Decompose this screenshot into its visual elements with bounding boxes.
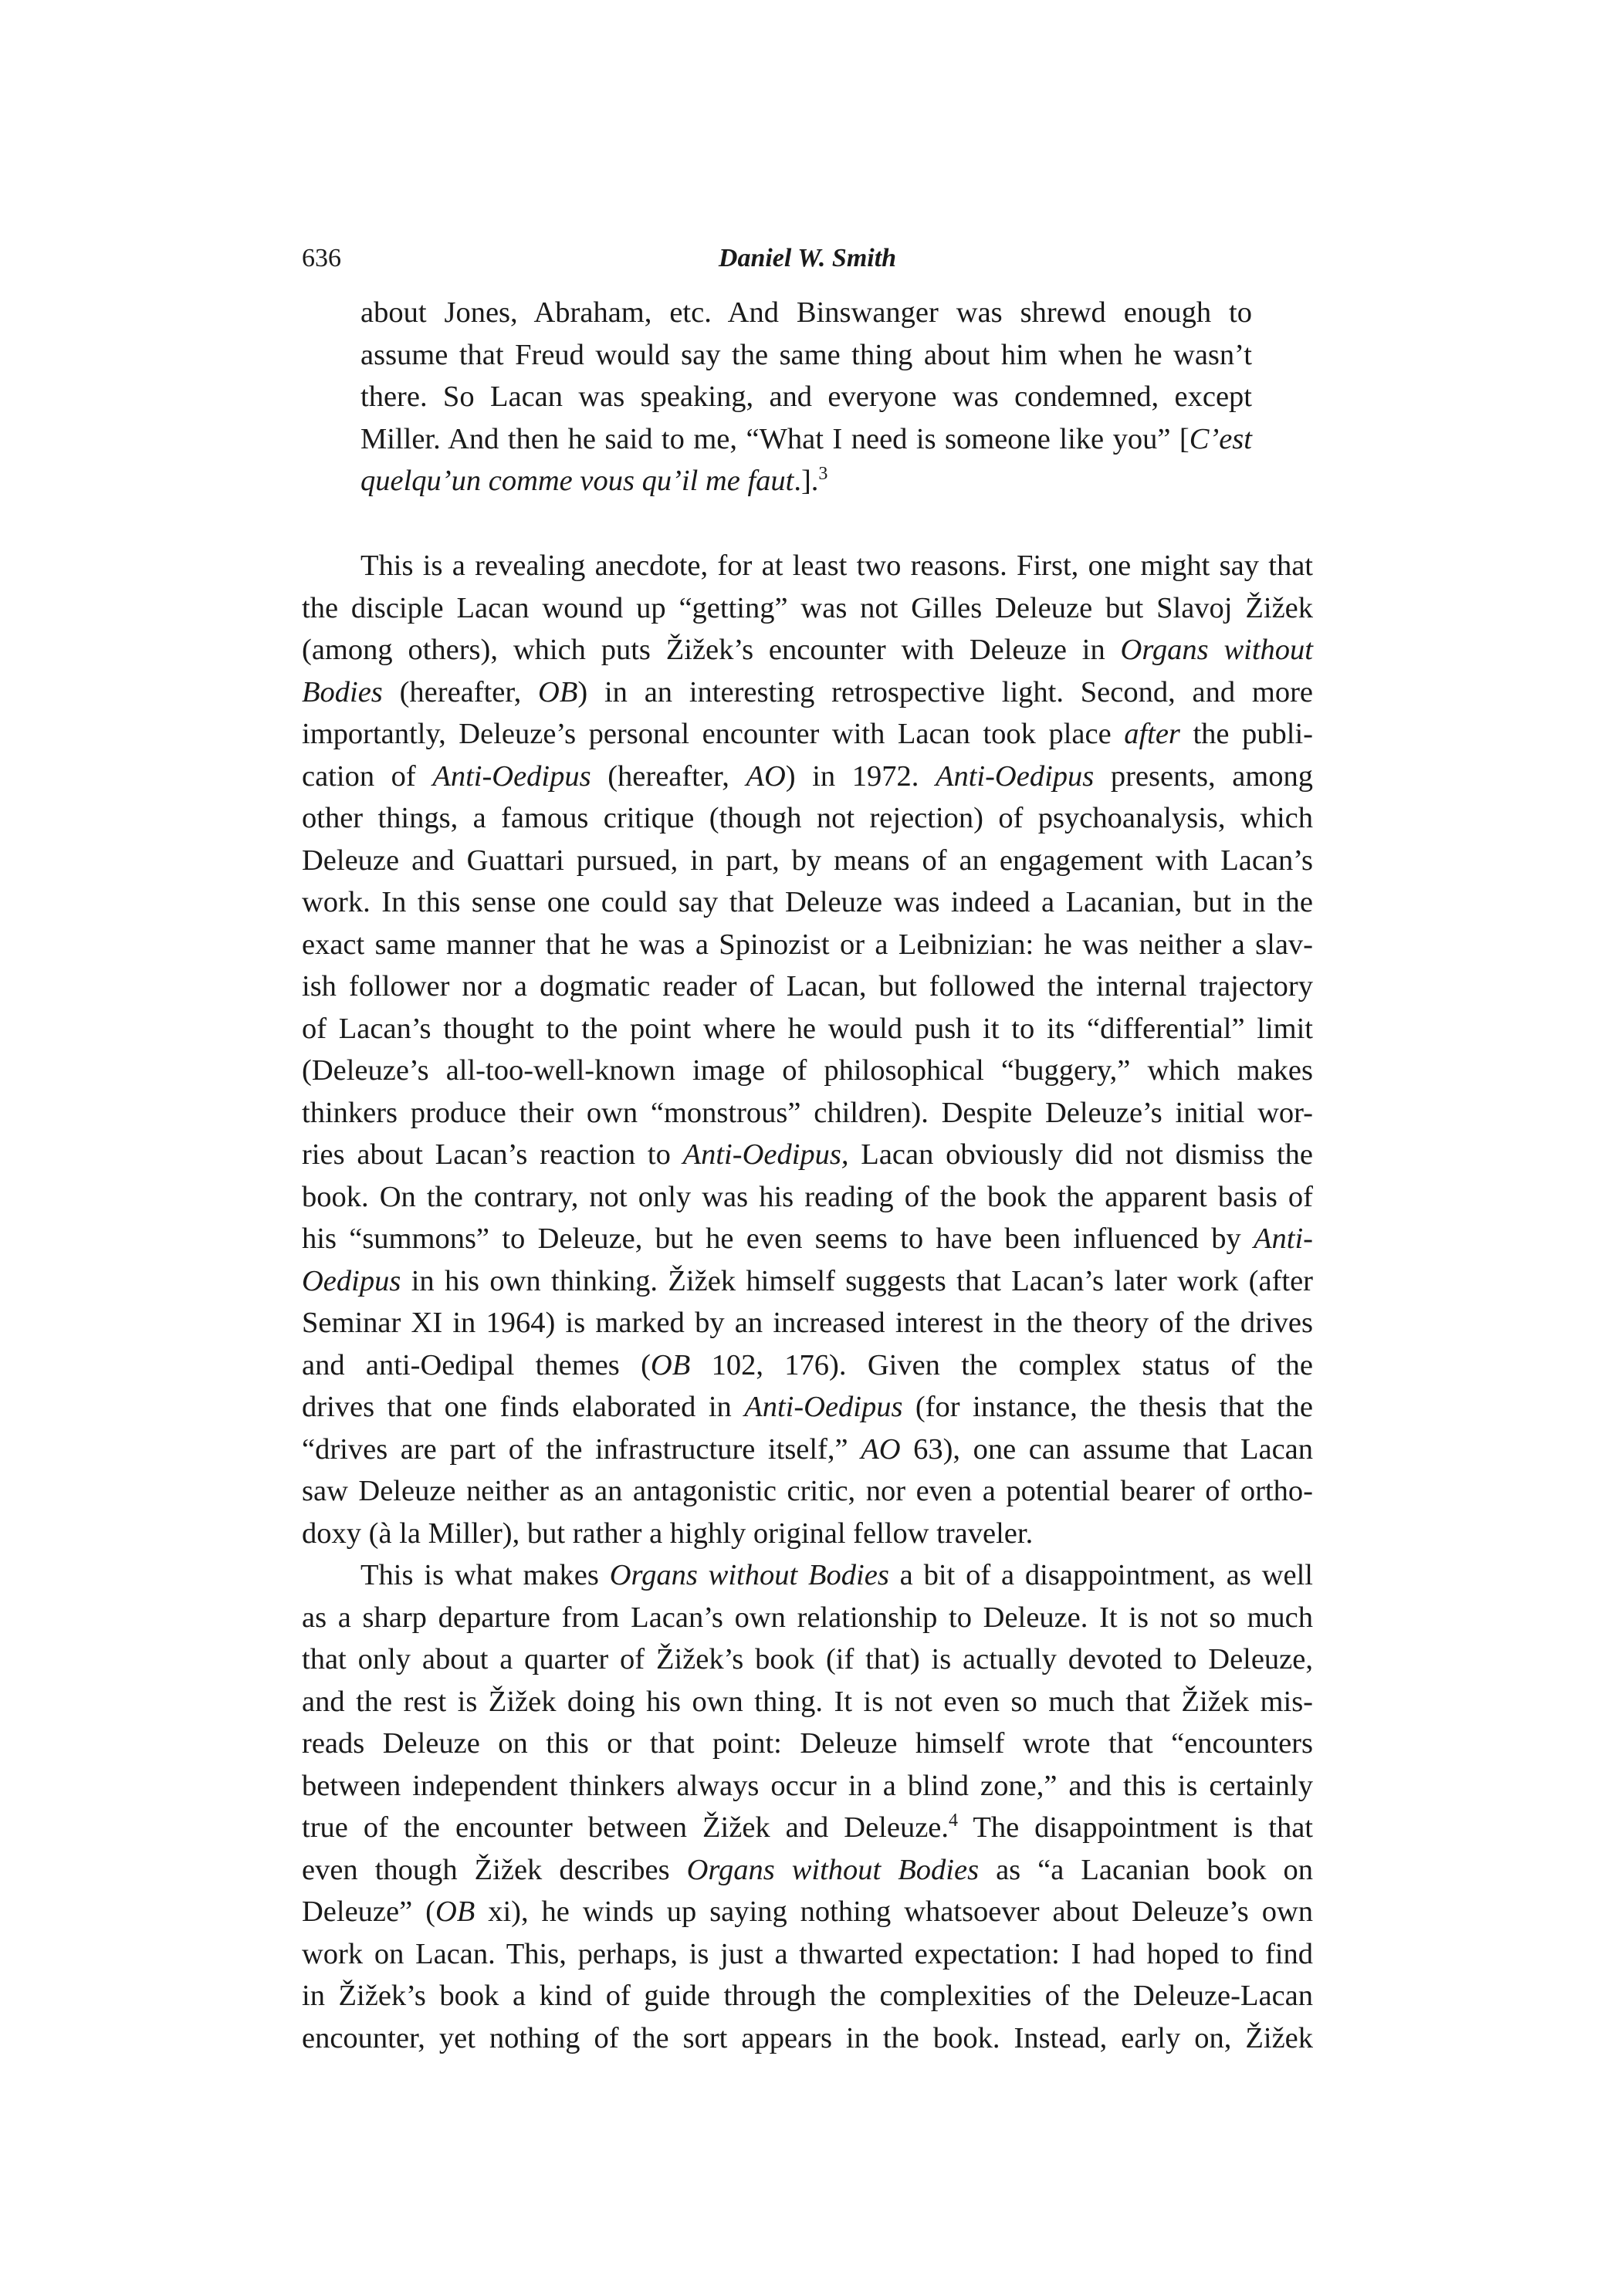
text-line: true of the encounter between Žižek and Deleuze.$^4$ The disappointment is that bbox=[302, 1811, 1314, 1844]
text-line: even though Žižek describes Organs without Bodies as “a Lacanian book on bbox=[302, 1853, 1313, 1886]
page-number: 636 bbox=[302, 244, 341, 272]
text-line: Bodies (hereafter, OB) in an interesting retrospective light. Second, and more bbox=[302, 675, 1313, 708]
quote-line: quelqu’un comme vous qu’il me faut.].$^3$ bbox=[360, 464, 828, 497]
footnote-marker: 4 bbox=[949, 1811, 959, 1831]
text-line: the disciple Lacan wound up “getting” was not Gilles Deleuze but Slavoj Žižek bbox=[302, 591, 1313, 624]
quote-line: Miller. And then he said to me, “What I need is someone like you” [C’est bbox=[360, 422, 1252, 455]
running-head-author: Daniel W. Smith bbox=[718, 244, 897, 272]
text-line: thinkers produce their own “monstrous” children). Despite Deleuze’s initial wor- bbox=[302, 1096, 1313, 1129]
text-line: Deleuze and Guattari pursued, in part, by means of an engagement with Lacan’s bbox=[302, 844, 1313, 877]
text-line: work. In this sense one could say that Deleuze was indeed a Lacanian, but in the bbox=[302, 886, 1313, 918]
text-line: ries about Lacan’s reaction to Anti-Oedipus, Lacan obviously did not dismiss the bbox=[302, 1138, 1313, 1171]
text-line: encounter, yet nothing of the sort appears in the book. Instead, early on, Žižek bbox=[302, 2021, 1313, 2054]
text-line: of Lacan’s thought to the point where he would push it to its “differential” limit bbox=[302, 1012, 1313, 1045]
quote-line: there. So Lacan was speaking, and everyone was condemned, except bbox=[360, 380, 1252, 413]
paragraph bbox=[302, 545, 1313, 1554]
text-line: This is what makes Organs without Bodies a bit of a disappointment, as well bbox=[360, 1559, 1313, 1591]
text-line: (among others), which puts Žižek’s encounter with Deleuze in Organs without bbox=[302, 634, 1313, 666]
text-line: cation of Anti-Oedipus (hereafter, AO) in 1972. Anti-Oedipus presents, among bbox=[302, 759, 1314, 793]
text-line: other things, a famous critique (though not rejection) of psychoanalysis, which bbox=[302, 802, 1313, 834]
text-line: Seminar XI in 1964) is marked by an increased interest in the theory of the drives bbox=[302, 1307, 1313, 1339]
quote-line: about Jones, Abraham, etc. And Binswanger was shrewd enough to bbox=[360, 296, 1252, 329]
text-line: his “summons” to Deleuze, but he even seems to have been influenced by Anti- bbox=[302, 1222, 1313, 1255]
text-line: reads Deleuze on this or that point: Deleuze himself wrote that “encounters bbox=[302, 1727, 1313, 1760]
block-quote bbox=[360, 292, 1252, 502]
text-line: drives that one finds elaborated in Anti-Oedipus (for instance, the thesis that the bbox=[302, 1391, 1313, 1423]
text-line: Deleuze” (OB xi), he winds up saying nothing whatsoever about Deleuze’s own bbox=[302, 1895, 1313, 1928]
text-line: “drives are part of the infrastructure itself,” AO 63), one can assume that Lacan bbox=[302, 1432, 1313, 1466]
running-header bbox=[302, 239, 1313, 278]
text-line: exact same manner that he was a Spinozist or a Leibnizian: he was neither a slav- bbox=[302, 928, 1313, 961]
text-line: This is a revealing anecdote, for at least two reasons. First, one might say that bbox=[360, 549, 1313, 582]
text-line: and anti-Oedipal themes (OB 102, 176). Given the complex status of the bbox=[302, 1348, 1313, 1381]
text-line: importantly, Deleuze’s personal encounter with Lacan took place after the publi- bbox=[302, 718, 1313, 750]
text-line: work on Lacan. This, perhaps, is just a thwarted expectation: I had hoped to find bbox=[302, 1937, 1313, 1970]
footnote-marker: 3 bbox=[818, 464, 828, 484]
text-line: (Deleuze’s all-too-well-known image of philosophical “buggery,” which makes bbox=[302, 1054, 1313, 1087]
text-line: that only about a quarter of Žižek’s book (if that) is actually devoted to Deleuze, bbox=[302, 1643, 1313, 1676]
text-line: and the rest is Žižek doing his own thing. It is not even so much that Žižek mis- bbox=[302, 1685, 1313, 1718]
text-line: saw Deleuze neither as an antagonistic critic, nor even a potential bearer of ortho- bbox=[302, 1475, 1313, 1507]
text-line: Oedipus in his own thinking. Žižek himself suggests that Lacan’s later work (after bbox=[302, 1264, 1313, 1297]
paragraph bbox=[302, 1554, 1313, 2059]
body-text bbox=[302, 545, 1313, 2059]
text-line: in Žižek’s book a kind of guide through the complexities of the Deleuze-Lacan bbox=[302, 1980, 1313, 2012]
text-line: between independent thinkers always occur in a blind zone,” and this is certainly bbox=[302, 1769, 1313, 1802]
text-line: book. On the contrary, not only was his reading of the book the apparent basis of bbox=[302, 1180, 1313, 1213]
text-line: doxy (à la Miller), but rather a highly original fellow traveler. bbox=[302, 1517, 1034, 1550]
text-line: ish follower nor a dogmatic reader of Lacan, but followed the internal trajectory bbox=[302, 970, 1313, 1003]
quote-line: assume that Freud would say the same thing about him when he wasn’t bbox=[360, 338, 1252, 371]
text-line: as a sharp departure from Lacan’s own relationship to Deleuze. It is not so much bbox=[302, 1601, 1313, 1634]
